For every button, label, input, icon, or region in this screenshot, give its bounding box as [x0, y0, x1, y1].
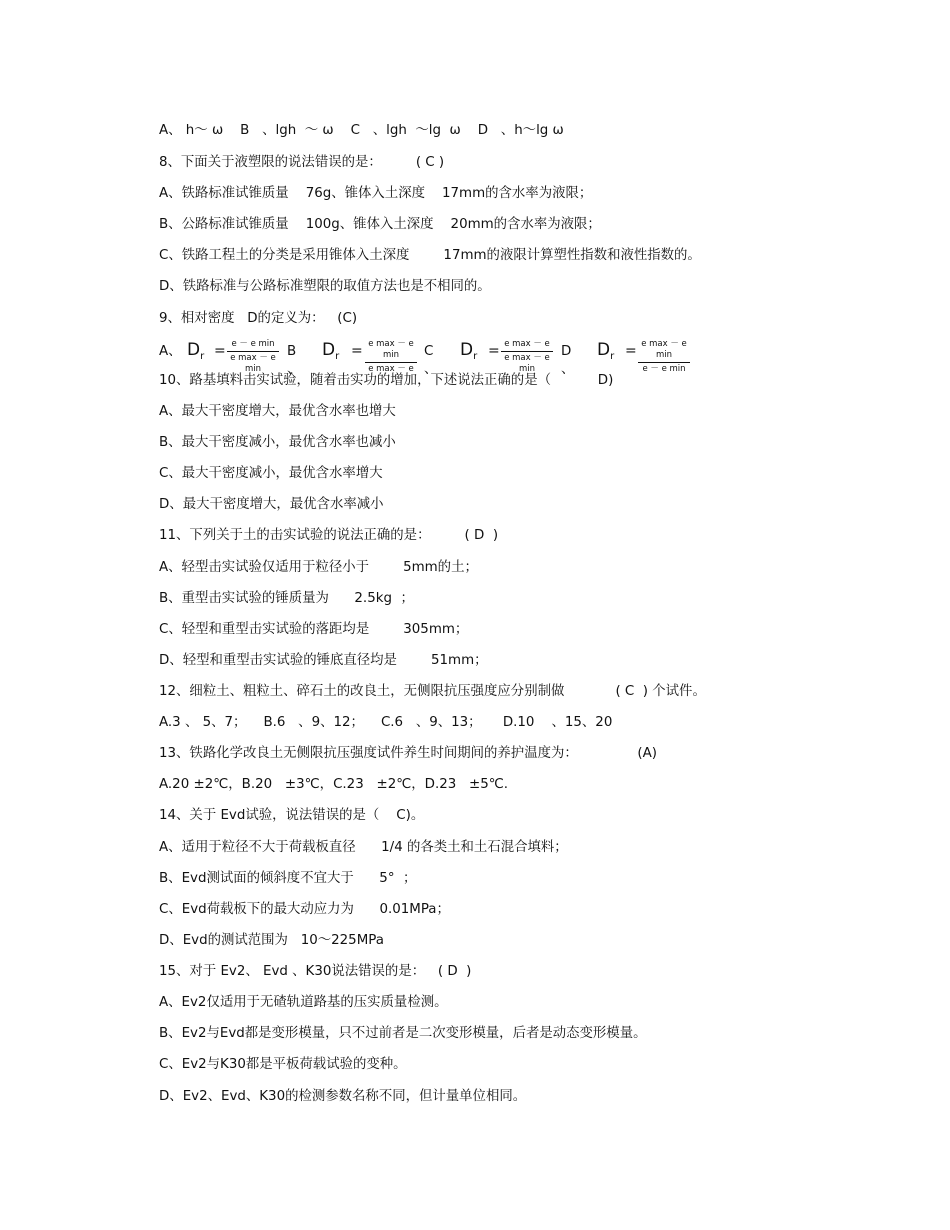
q7-options: A、 h～ ω B 、lgh ～ ω C 、lgh ～lg ω D 、h～lg ω	[159, 123, 564, 138]
q11-option-d: D、轻型和重型击实试验的锤底直径均是 51mm；	[159, 653, 488, 668]
fraction-numerator: e max － e min	[365, 339, 417, 363]
q15-option-b: B、Ev2与Evd都是变形模量，只不过前者是二次变形模量，后者是动态变形模量。	[159, 1026, 647, 1041]
q10-option-b: B、最大干密度减小，最优含水率也减小	[159, 435, 396, 450]
q14-option-a: A、适用于粒径不大于荷载板直径 1/4 的各类土和土石混合填料；	[159, 840, 568, 855]
q13-question: 13、铁路化学改良土无侧限抗压强度试件养生时间期间的养护温度为： (A)	[159, 746, 657, 761]
fraction-numerator: e － e min	[227, 339, 279, 352]
option-label: C 、	[424, 344, 438, 377]
q11-option-b: B、重型击实试验的锤质量为 2.5kg ；	[159, 591, 414, 606]
q10-option-c: C、最大干密度减小，最优含水率增大	[159, 466, 383, 481]
fraction-denominator: e － e min	[642, 364, 686, 374]
fraction-denominator: e max － e min	[504, 353, 550, 374]
formula-equals: =	[214, 343, 226, 359]
q9-question: 9、相对密度 D的定义为： (C)	[159, 311, 358, 326]
q13-options: A.20 ±2℃，B.20 ±3℃，C.23 ±2℃，D.23 ±5℃.	[159, 777, 509, 792]
formula-variable: $D_r$	[187, 340, 205, 362]
option-label: B 、	[287, 344, 301, 377]
q15-option-a: A、Ev2仅适用于无碴轨道路基的压实质量检测。	[159, 995, 448, 1010]
q11-question: 11、下列关于土的击实试验的说法正确的是： ( D )	[159, 528, 499, 543]
q8-option-b: B、公路标准试锥质量 100g、锥体入土深度 20mm的含水率为液限；	[159, 217, 601, 232]
formula-equals: =	[488, 343, 500, 359]
formula-variable: $D_r$	[322, 340, 340, 362]
formula-fraction	[501, 339, 553, 375]
formula-variable: $D_r$	[460, 340, 478, 362]
option-label: A、	[159, 344, 182, 359]
formula-equals: =	[625, 343, 637, 359]
fraction-denominator: e max － e	[368, 364, 414, 374]
q12-options: A.3 、 5、7； B.6 、9、12； C.6 、9、13； D.10 、15、20	[159, 715, 613, 730]
q8-option-d: D、铁路标准与公路标准塑限的取值方法也是不相同的。	[159, 279, 491, 294]
q10-question: 10、路基填料击实试验，随着击实功的增加，下述说法正确的是（ D)	[159, 373, 614, 388]
formula-fraction	[227, 339, 279, 375]
q11-option-a: A、轻型击实试验仅适用于粒径小于 5mm的土；	[159, 560, 478, 575]
fraction-numerator: e max － e	[501, 339, 553, 352]
q10-option-a: A、最大干密度增大，最优含水率也增大	[159, 404, 396, 419]
fraction-denominator: e max － e min	[230, 353, 276, 374]
q8-option-c: C、铁路工程土的分类是采用锥体入土深度 17mm的液限计算塑性指数和液性指数的。	[159, 248, 701, 263]
q8-question: 8、下面关于液塑限的说法错误的是： ( C )	[159, 155, 445, 170]
q8-option-a: A、铁路标准试锥质量 76g、锥体入土深度 17mm的含水率为液限；	[159, 186, 593, 201]
formula-fraction	[365, 339, 417, 375]
q11-option-c: C、轻型和重型击实试验的落距均是 305mm；	[159, 622, 469, 637]
formula-fraction	[638, 339, 690, 375]
q14-option-b: B、Evd测试面的倾斜度不宜大于 5° ；	[159, 871, 417, 886]
q14-option-d: D、Evd的测试范围为 10～225MPa	[159, 933, 384, 948]
q14-option-c: C、Evd荷载板下的最大动应力为 0.01MPa；	[159, 902, 450, 917]
q12-question: 12、细粒土、粗粒土、碎石土的改良土，无侧限抗压强度应分别制做 ( C ) 个试件。	[159, 684, 706, 699]
q15-option-d: D、Ev2、Evd、K30的检测参数名称不同，但计量单位相同。	[159, 1089, 527, 1104]
q15-option-c: C、Ev2与K30都是平板荷载试验的变种。	[159, 1057, 407, 1072]
option-label: D 、	[561, 344, 575, 377]
q15-question: 15、对于 Ev2、 Evd 、K30说法错误的是： ( D )	[159, 964, 472, 979]
formula-variable: $D_r$	[597, 340, 615, 362]
q9-formula-options	[159, 338, 719, 377]
formula-equals: =	[351, 343, 363, 359]
fraction-numerator: e max － e min	[638, 339, 690, 363]
q10-option-d: D、最大干密度增大，最优含水率减小	[159, 497, 384, 512]
q14-question: 14、关于 Evd试验，说法错误的是（ C)。	[159, 808, 425, 823]
